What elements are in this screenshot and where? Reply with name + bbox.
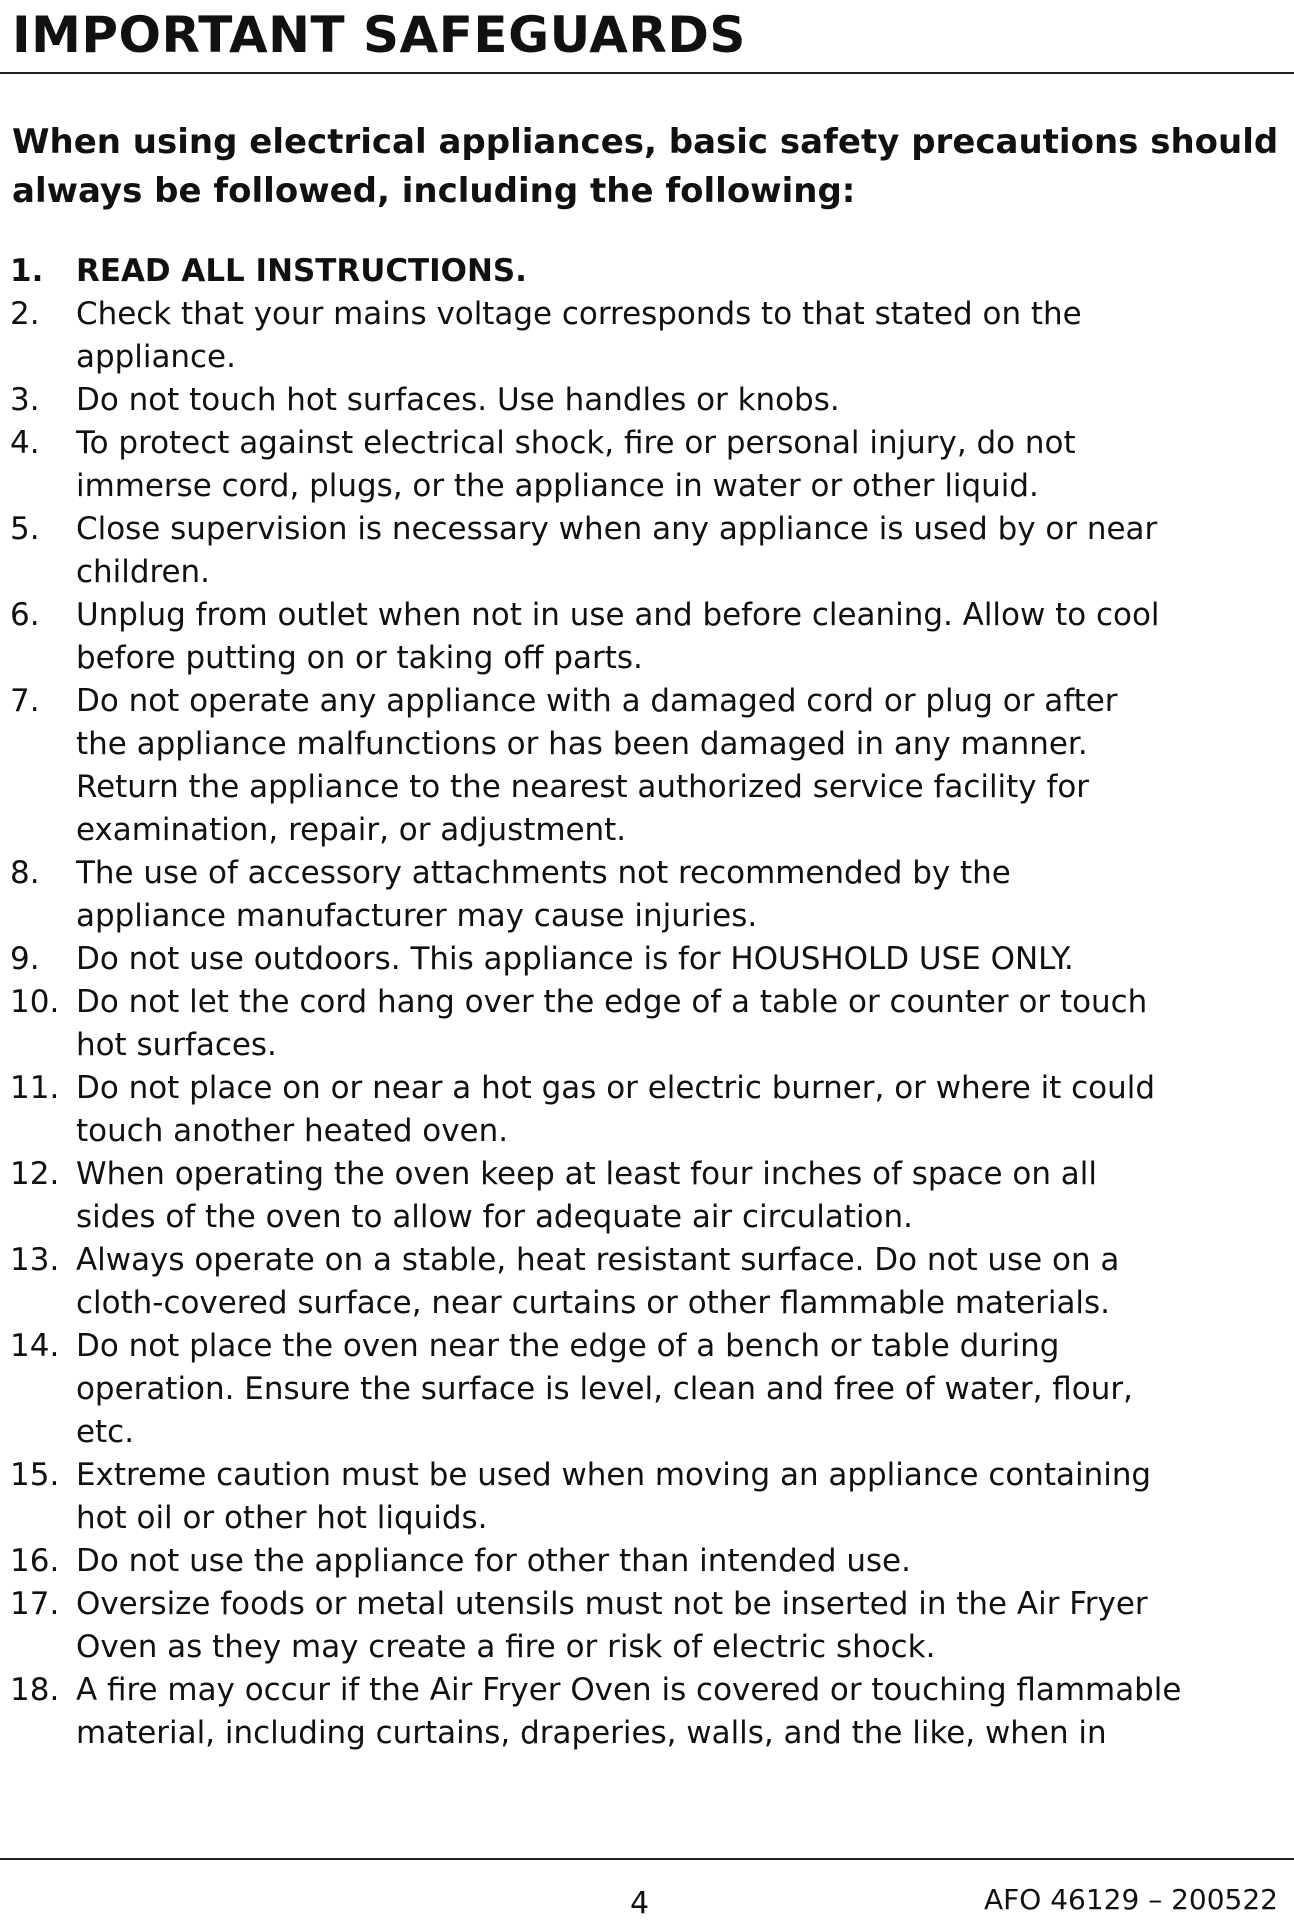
safeguard-number: 13. [10,1242,60,1278]
page-number: 4 [630,1886,650,1921]
safeguard-item [0,852,1294,938]
safeguard-text-line: Do not use outdoors. This appliance is for HOUSHOLD USE ONLY. [76,941,1074,977]
intro-line-1: When using electrical appliances, basic safety precautions should [12,122,1279,162]
safeguard-item [0,594,1294,680]
safeguard-text-line: material, including curtains, draperies, walls, and the like, when in [76,1715,1107,1751]
safeguard-text-line: immerse cord, plugs, or the appliance in water or other liquid. [76,468,1039,504]
safeguard-text-line: To protect against electrical shock, fire or personal injury, do not [76,425,1076,461]
safeguard-number: 16. [10,1543,60,1579]
safeguard-text-line: operation. Ensure the surface is level, clean and free of water, flour, [76,1371,1133,1407]
safeguard-text-line: Close supervision is necessary when any appliance is used by or near [76,511,1158,547]
safeguard-text-line: cloth-covered surface, near curtains or other flammable materials. [76,1285,1110,1321]
safeguard-list [0,250,1294,1755]
safeguard-item [0,1540,1294,1583]
safeguard-text-line: appliance. [76,339,236,375]
safeguard-text-line: Unplug from outlet when not in use and before cleaning. Allow to cool [76,597,1160,633]
safeguard-number: 14. [10,1328,60,1364]
safeguard-item [0,1669,1294,1755]
safeguard-number: 9. [10,941,40,977]
safeguard-item [0,1153,1294,1239]
safeguard-text-line: Check that your mains voltage corresponds to that stated on the [76,296,1082,332]
safeguard-text-line: Do not use the appliance for other than intended use. [76,1543,911,1579]
safeguard-text-line: before putting on or taking off parts. [76,640,643,676]
safeguard-text-line: A fire may occur if the Air Fryer Oven is covered or touching flammable [76,1672,1182,1708]
safeguard-text-line: READ ALL INSTRUCTIONS. [76,253,527,289]
safeguard-text-line: children. [76,554,211,590]
safeguard-number: 10. [10,984,60,1020]
intro-text [12,118,1282,216]
safeguard-number: 1. [10,253,44,289]
safeguard-number: 15. [10,1457,60,1493]
safeguard-text-line: Do not place on or near a hot gas or electric burner, or where it could [76,1070,1155,1106]
safeguard-text-line: Do not touch hot surfaces. Use handles or knobs. [76,382,840,418]
safeguard-number: 6. [10,597,40,633]
safeguard-text-line: Oversize foods or metal utensils must not be inserted in the Air Fryer [76,1586,1148,1622]
safeguard-text-line: Do not place the oven near the edge of a bench or table during [76,1328,1060,1364]
intro-line-2: always be followed, including the following: [12,171,856,211]
safeguard-number: 4. [10,425,40,461]
safeguard-item [0,1067,1294,1153]
safeguard-text-line: appliance manufacturer may cause injuries. [76,898,758,934]
safeguard-item [0,1454,1294,1540]
safeguard-text-line: Extreme caution must be used when moving an appliance containing [76,1457,1152,1493]
safeguard-text-line: When operating the oven keep at least four inches of space on all [76,1156,1097,1192]
safeguard-number: 17. [10,1586,60,1622]
safeguard-number: 7. [10,683,40,719]
safeguard-number: 12. [10,1156,60,1192]
safeguard-text-line: etc. [76,1414,135,1450]
safeguard-number: 3. [10,382,40,418]
safeguard-text-line: the appliance malfunctions or has been damaged in any manner. [76,726,1088,762]
safeguard-item [0,981,1294,1067]
safeguard-item [0,508,1294,594]
safeguard-text-line: Oven as they may create a fire or risk of electric shock. [76,1629,936,1665]
safeguard-number: 8. [10,855,40,891]
document-code: AFO 46129 – 200522 [984,1883,1278,1916]
safeguard-text-line: touch another heated oven. [76,1113,509,1149]
safeguard-text-line: Do not operate any appliance with a damaged cord or plug or after [76,683,1118,719]
page-title: IMPORTANT SAFEGUARDS [12,6,746,64]
safeguard-item [0,1239,1294,1325]
safeguard-text-line: Return the appliance to the nearest authorized service facility for [76,769,1090,805]
safeguard-item [0,938,1294,981]
safeguard-text-line: Always operate on a stable, heat resistant surface. Do not use on a [76,1242,1120,1278]
safeguard-text-line: examination, repair, or adjustment. [76,812,627,848]
safeguard-item [0,422,1294,508]
safeguard-text-line: The use of accessory attachments not recommended by the [76,855,1011,891]
safeguard-number: 2. [10,296,40,332]
safeguard-number: 11. [10,1070,60,1106]
safeguard-item [0,250,1294,293]
safeguard-item [0,1583,1294,1669]
safeguard-text-line: sides of the oven to allow for adequate air circulation. [76,1199,913,1235]
safeguard-number: 18. [10,1672,60,1708]
safeguard-item [0,680,1294,852]
safeguard-text-line: hot surfaces. [76,1027,277,1063]
safeguard-item [0,1325,1294,1454]
safeguard-item [0,293,1294,379]
safeguard-item [0,379,1294,422]
safeguard-number: 5. [10,511,40,547]
safeguard-text-line: hot oil or other hot liquids. [76,1500,488,1536]
title-divider [0,72,1294,74]
footer-divider [0,1858,1294,1860]
safeguard-text-line: Do not let the cord hang over the edge of a table or counter or touch [76,984,1148,1020]
